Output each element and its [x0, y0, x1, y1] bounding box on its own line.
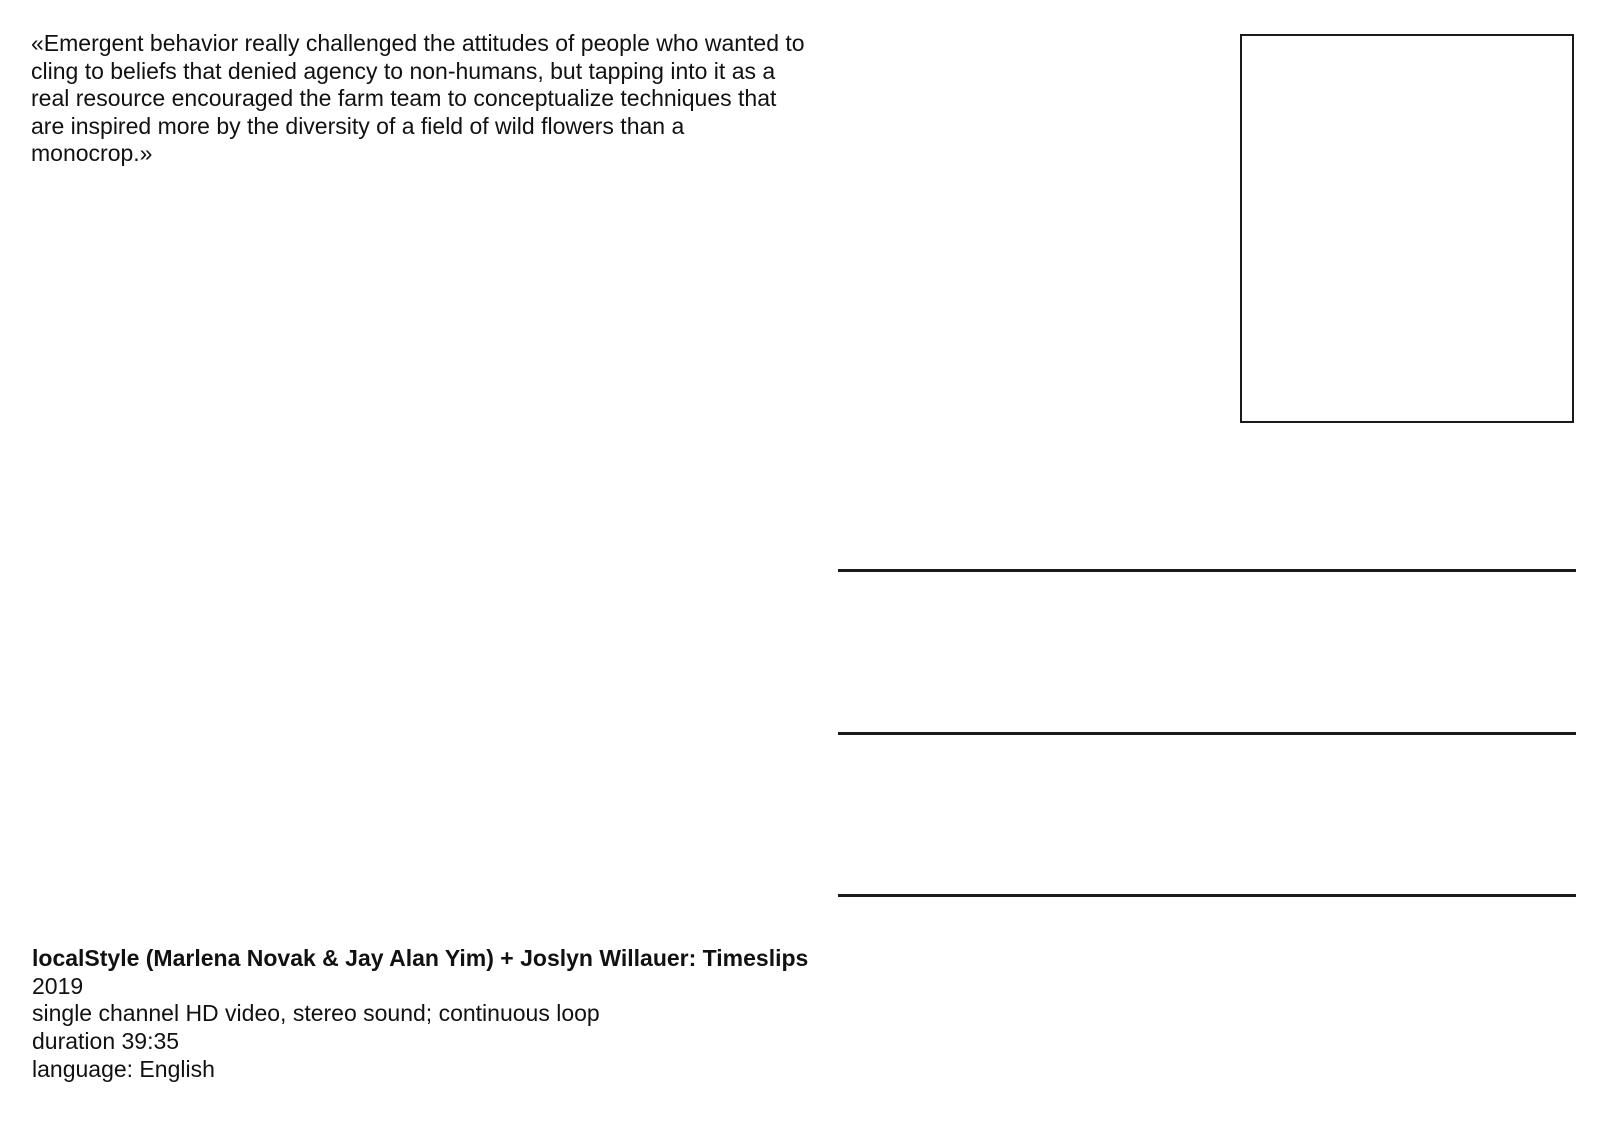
artwork-language: language: English	[32, 1055, 215, 1082]
address-line-1	[838, 569, 1576, 572]
artwork-duration: duration 39:35	[32, 1028, 180, 1055]
stamp-box	[1240, 34, 1574, 423]
artwork-year: 2019	[32, 972, 84, 999]
artwork-title: localStyle (Marlena Novak & Jay Alan Yim) + Joslyn Willauer: Timeslips	[32, 945, 809, 971]
address-line-2	[838, 732, 1576, 735]
address-line-3	[838, 894, 1576, 897]
quote-text: «Emergent behavior really challenged the attitudes of people who wanted to cling to beliefs that denied agency to non-humans, but tapping into it as a real resource encouraged the farm team to conceptualize techniques that are inspired more by the diversity of a field of wild flowers than a monocrop.»	[31, 30, 805, 166]
artwork-medium: single channel HD video, stereo sound; continuous loop	[32, 1000, 600, 1027]
credits-block	[32, 945, 812, 1084]
